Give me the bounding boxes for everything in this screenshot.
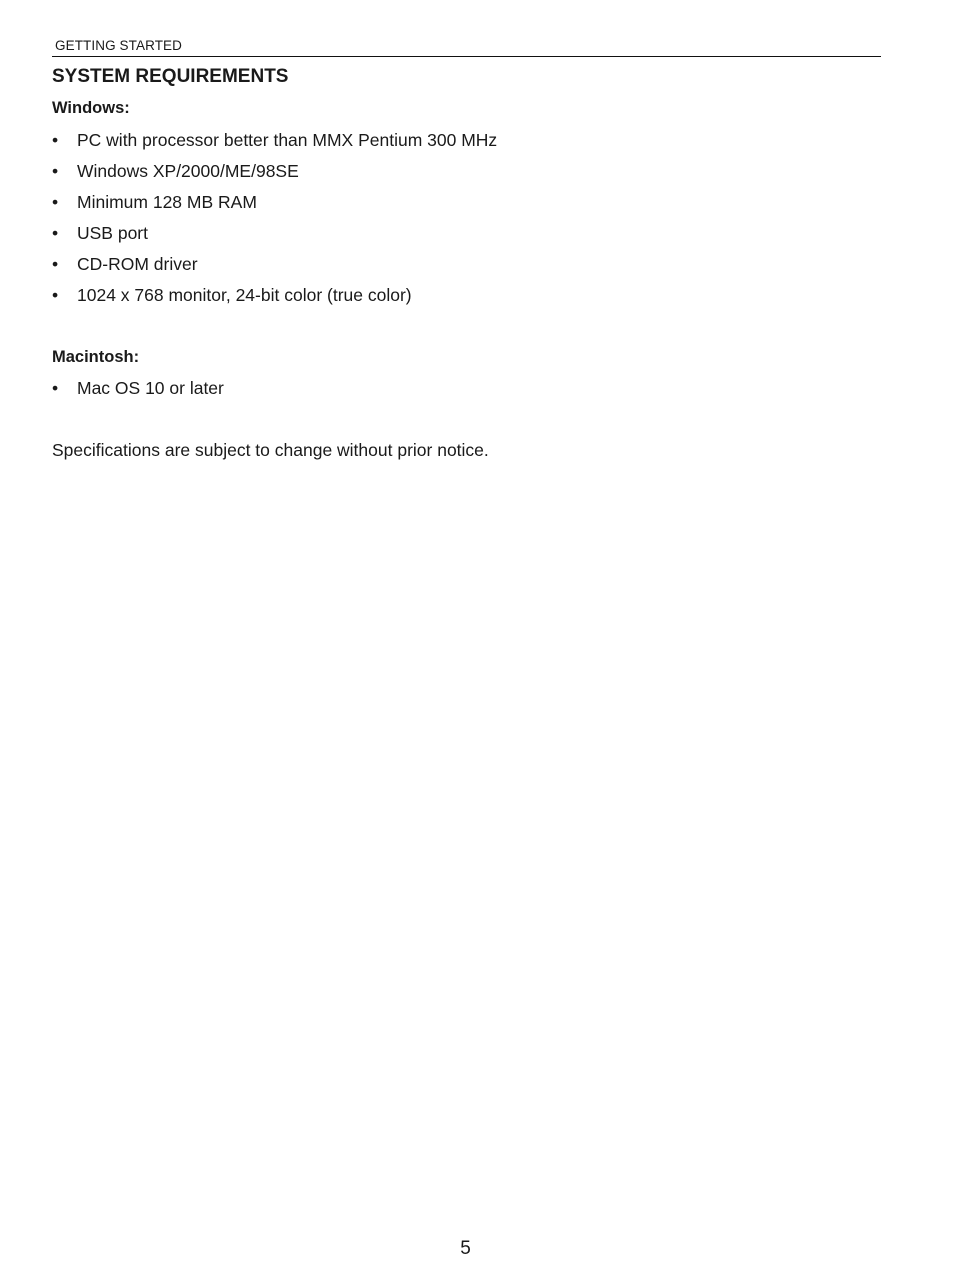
bullet-icon: • [52, 254, 59, 274]
bullet-icon: • [52, 130, 59, 150]
windows-heading: Windows: [52, 99, 130, 117]
requirement-text: PC with processor better than MMX Pentium 300 MHz [77, 130, 498, 150]
requirement-text: 1024 x 768 monitor, 24-bit color (true color) [77, 285, 412, 305]
requirement-text: CD-ROM driver [77, 254, 198, 274]
macintosh-heading: Macintosh: [52, 348, 140, 366]
requirement-text: USB port [77, 223, 148, 243]
bullet-icon: • [52, 161, 59, 181]
section-title: SYSTEM REQUIREMENTS [52, 66, 289, 87]
page-number: 5 [460, 1238, 471, 1259]
page-header [52, 38, 881, 58]
bullet-icon: • [52, 285, 59, 305]
requirement-text: Windows XP/2000/ME/98SE [77, 161, 299, 181]
bullet-icon: • [52, 223, 59, 243]
bullet-icon: • [52, 378, 59, 398]
requirement-text: Minimum 128 MB RAM [77, 192, 257, 212]
requirement-text: Mac OS 10 or later [77, 378, 224, 398]
specifications-notice: Specifications are subject to change without prior notice. [52, 440, 489, 460]
bullet-icon: • [52, 192, 59, 212]
header-rule [52, 56, 881, 57]
header-label: GETTING STARTED [55, 38, 183, 53]
